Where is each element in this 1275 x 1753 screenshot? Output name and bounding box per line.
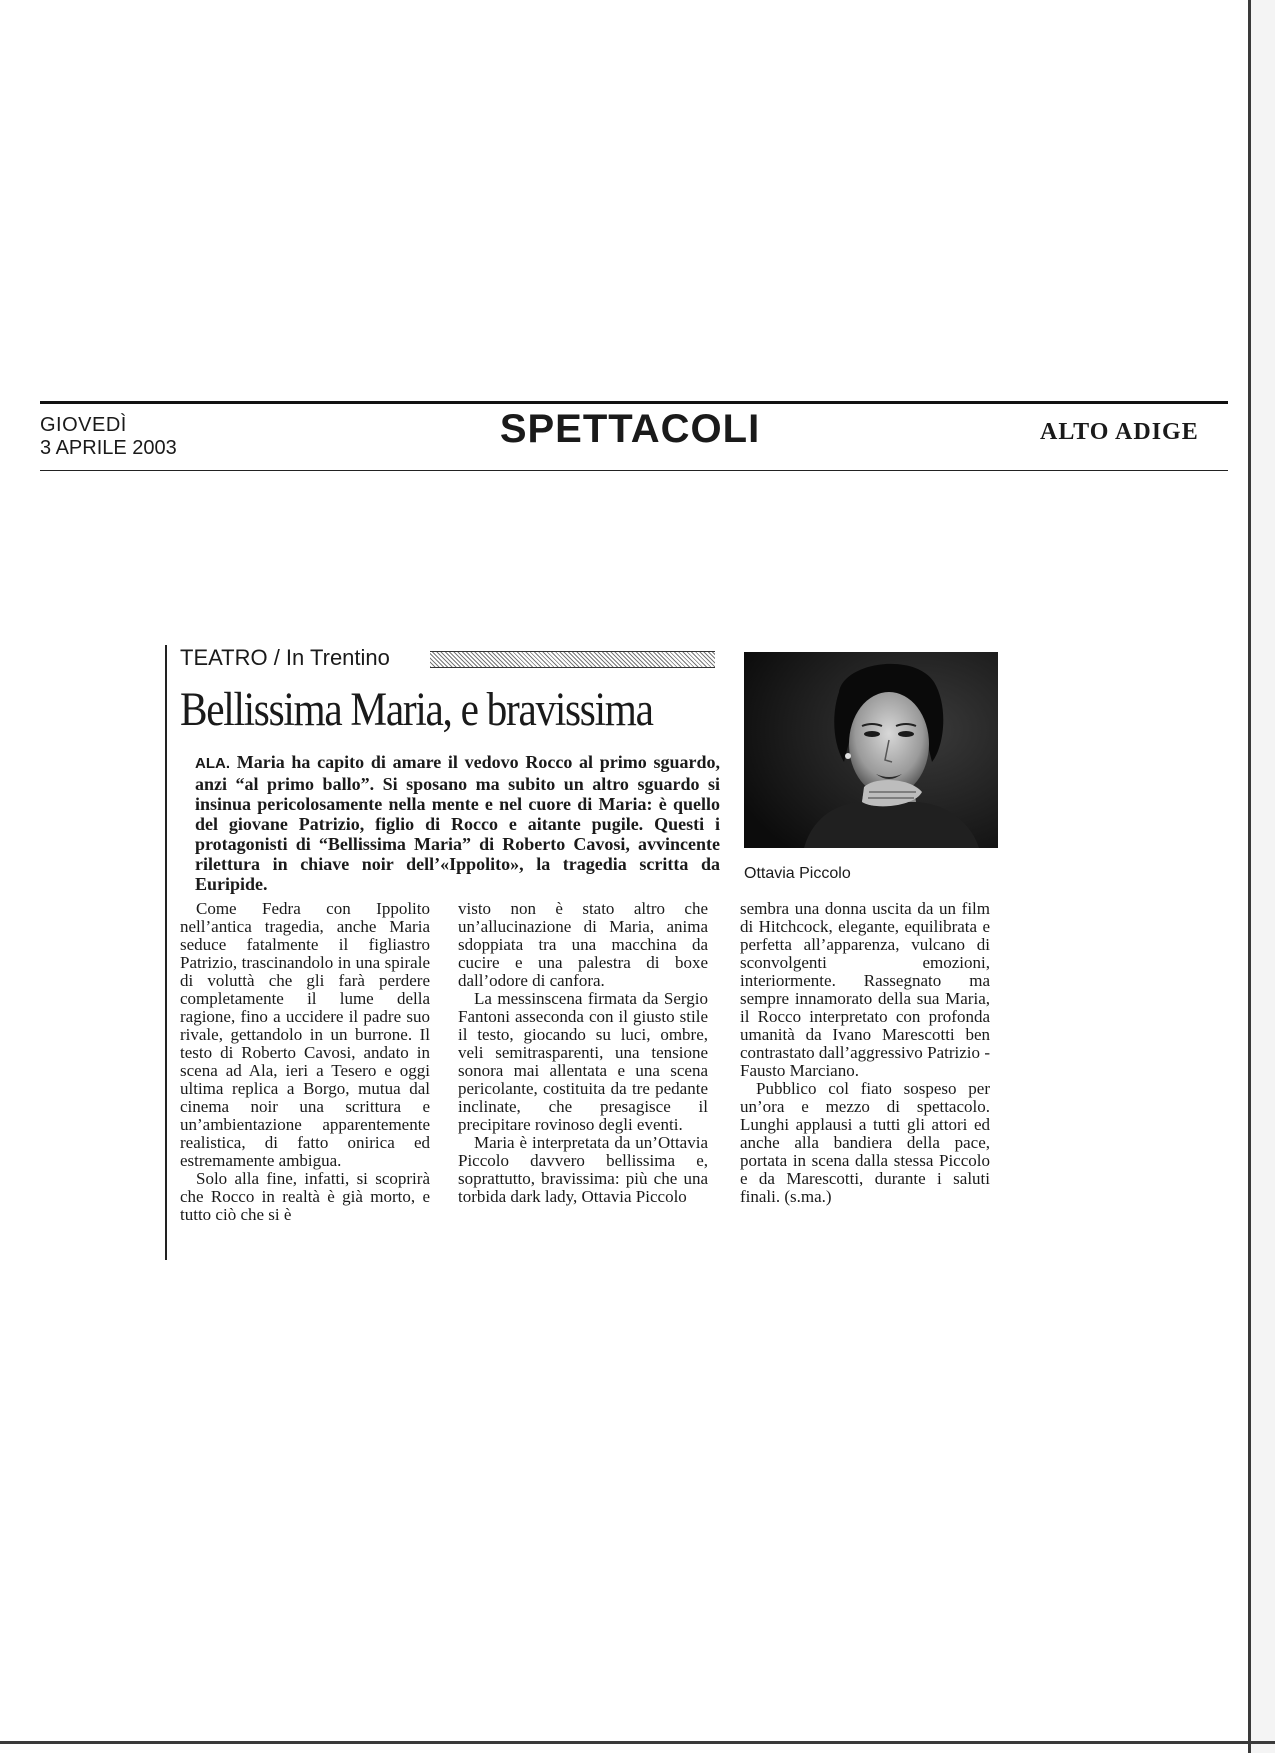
kicker-screen-bar [430, 651, 715, 668]
lead-text: Maria ha capito di amare il vedovo Rocco al primo sguardo, anzi “al primo ballo”. Si sposano ma subito un altro sguardo si insinua pericolosamente nella mente e nel cuore di Maria: è quello del giovane Patrizio, figlio di Rocco e aitante pugile. Questi i protagonisti di “Bellissima Maria” di Roberto Cavosi, avvincente rilettura in chiave noir dell’«Ippolito», la tragedia scritta da Euripide. [195, 752, 720, 894]
article-column-2 [458, 900, 708, 1206]
page-edge-shadow [1251, 0, 1275, 1753]
section-title: SPETTACOLI [499, 407, 761, 451]
article-lead [195, 752, 720, 894]
page-edge-bottom [0, 1741, 1275, 1744]
article-column-3 [740, 900, 990, 1206]
masthead-rule-bottom [40, 470, 1228, 471]
article-left-rule [165, 645, 167, 1260]
paragraph: La messinscena firmata da Sergio Fantoni asseconda con il giusto stile il testo, giocando su luci, ombre, veli semitrasparenti, una tensione sonora mai allentata e una scena pericolante, costituita da tre pedante inclinate, che presagisce il precipitare rovinoso degli eventi. [458, 989, 708, 1134]
masthead-rule-top [40, 401, 1228, 404]
article-headline: Bellissima Maria, e bravissima [180, 683, 653, 736]
paragraph: Solo alla fine, infatti, si scoprirà che Rocco in realtà è già morto, e tutto ciò che si è [180, 1169, 430, 1224]
portrait-photo-image [744, 652, 998, 848]
portrait-photo [744, 652, 998, 848]
newspaper-name: ALTO ADIGE [1040, 419, 1199, 445]
paragraph: sembra una donna uscita da un film di Hitchcock, elegante, equilibrata e perfetta all’apparenza, vulcano di sconvolgenti emozioni, interiormente. Rassegnato ma sempre innamorato della sua Maria, il Rocco interpretato con profonda umanità da Ivano Marescotti ben contrastato dall’aggressivo Patrizio - Fausto Marciano. [740, 899, 990, 1080]
article-column-1 [180, 900, 430, 1224]
paragraph: visto non è stato altro che un’allucinazione di Maria, anima sdoppiata tra una macchina da cucire e una palestra di boxe dall’odore di canfora. [458, 899, 708, 990]
article-kicker: TEATRO / In Trentino [180, 645, 390, 670]
paragraph: Maria è interpretata da un’Ottavia Piccolo davvero bellissima e, soprattutto, bravissima: più che una torbida dark lady, Ottavia Piccolo [458, 1133, 708, 1206]
photo-caption: Ottavia Piccolo [744, 865, 851, 882]
page-edge-right [1248, 0, 1251, 1753]
lead-dateline: ALA. [195, 755, 230, 772]
paragraph: Come Fedra con Ippolito nell’antica tragedia, anche Maria seduce fatalmente il figliastro Patrizio, trascinandolo in una spirale di voluttà che gli farà perdere completamente il lume della ragione, fino a uccidere il padre suo rivale, gettandolo in un burrone. Il testo di Roberto Cavosi, andato in scena ad Ala, ieri a Tesero e oggi ultima replica a Borgo, mutua dal cinema noir una scrittura e un’ambientazione apparentemente realistica, di fatto onirica ed estremamente ambigua. [180, 899, 430, 1170]
paragraph: Pubblico col fiato sospeso per un’ora e mezzo di spettacolo. Lunghi applausi a tutti gli attori ed anche alla bandiera della pace, portata in scena dalla stessa Piccolo e da Marescotti, durante i saluti finali. (s.ma.) [740, 1079, 990, 1206]
masthead-date: 3 APRILE 2003 [40, 437, 177, 459]
masthead-day: GIOVEDÌ [40, 414, 127, 436]
